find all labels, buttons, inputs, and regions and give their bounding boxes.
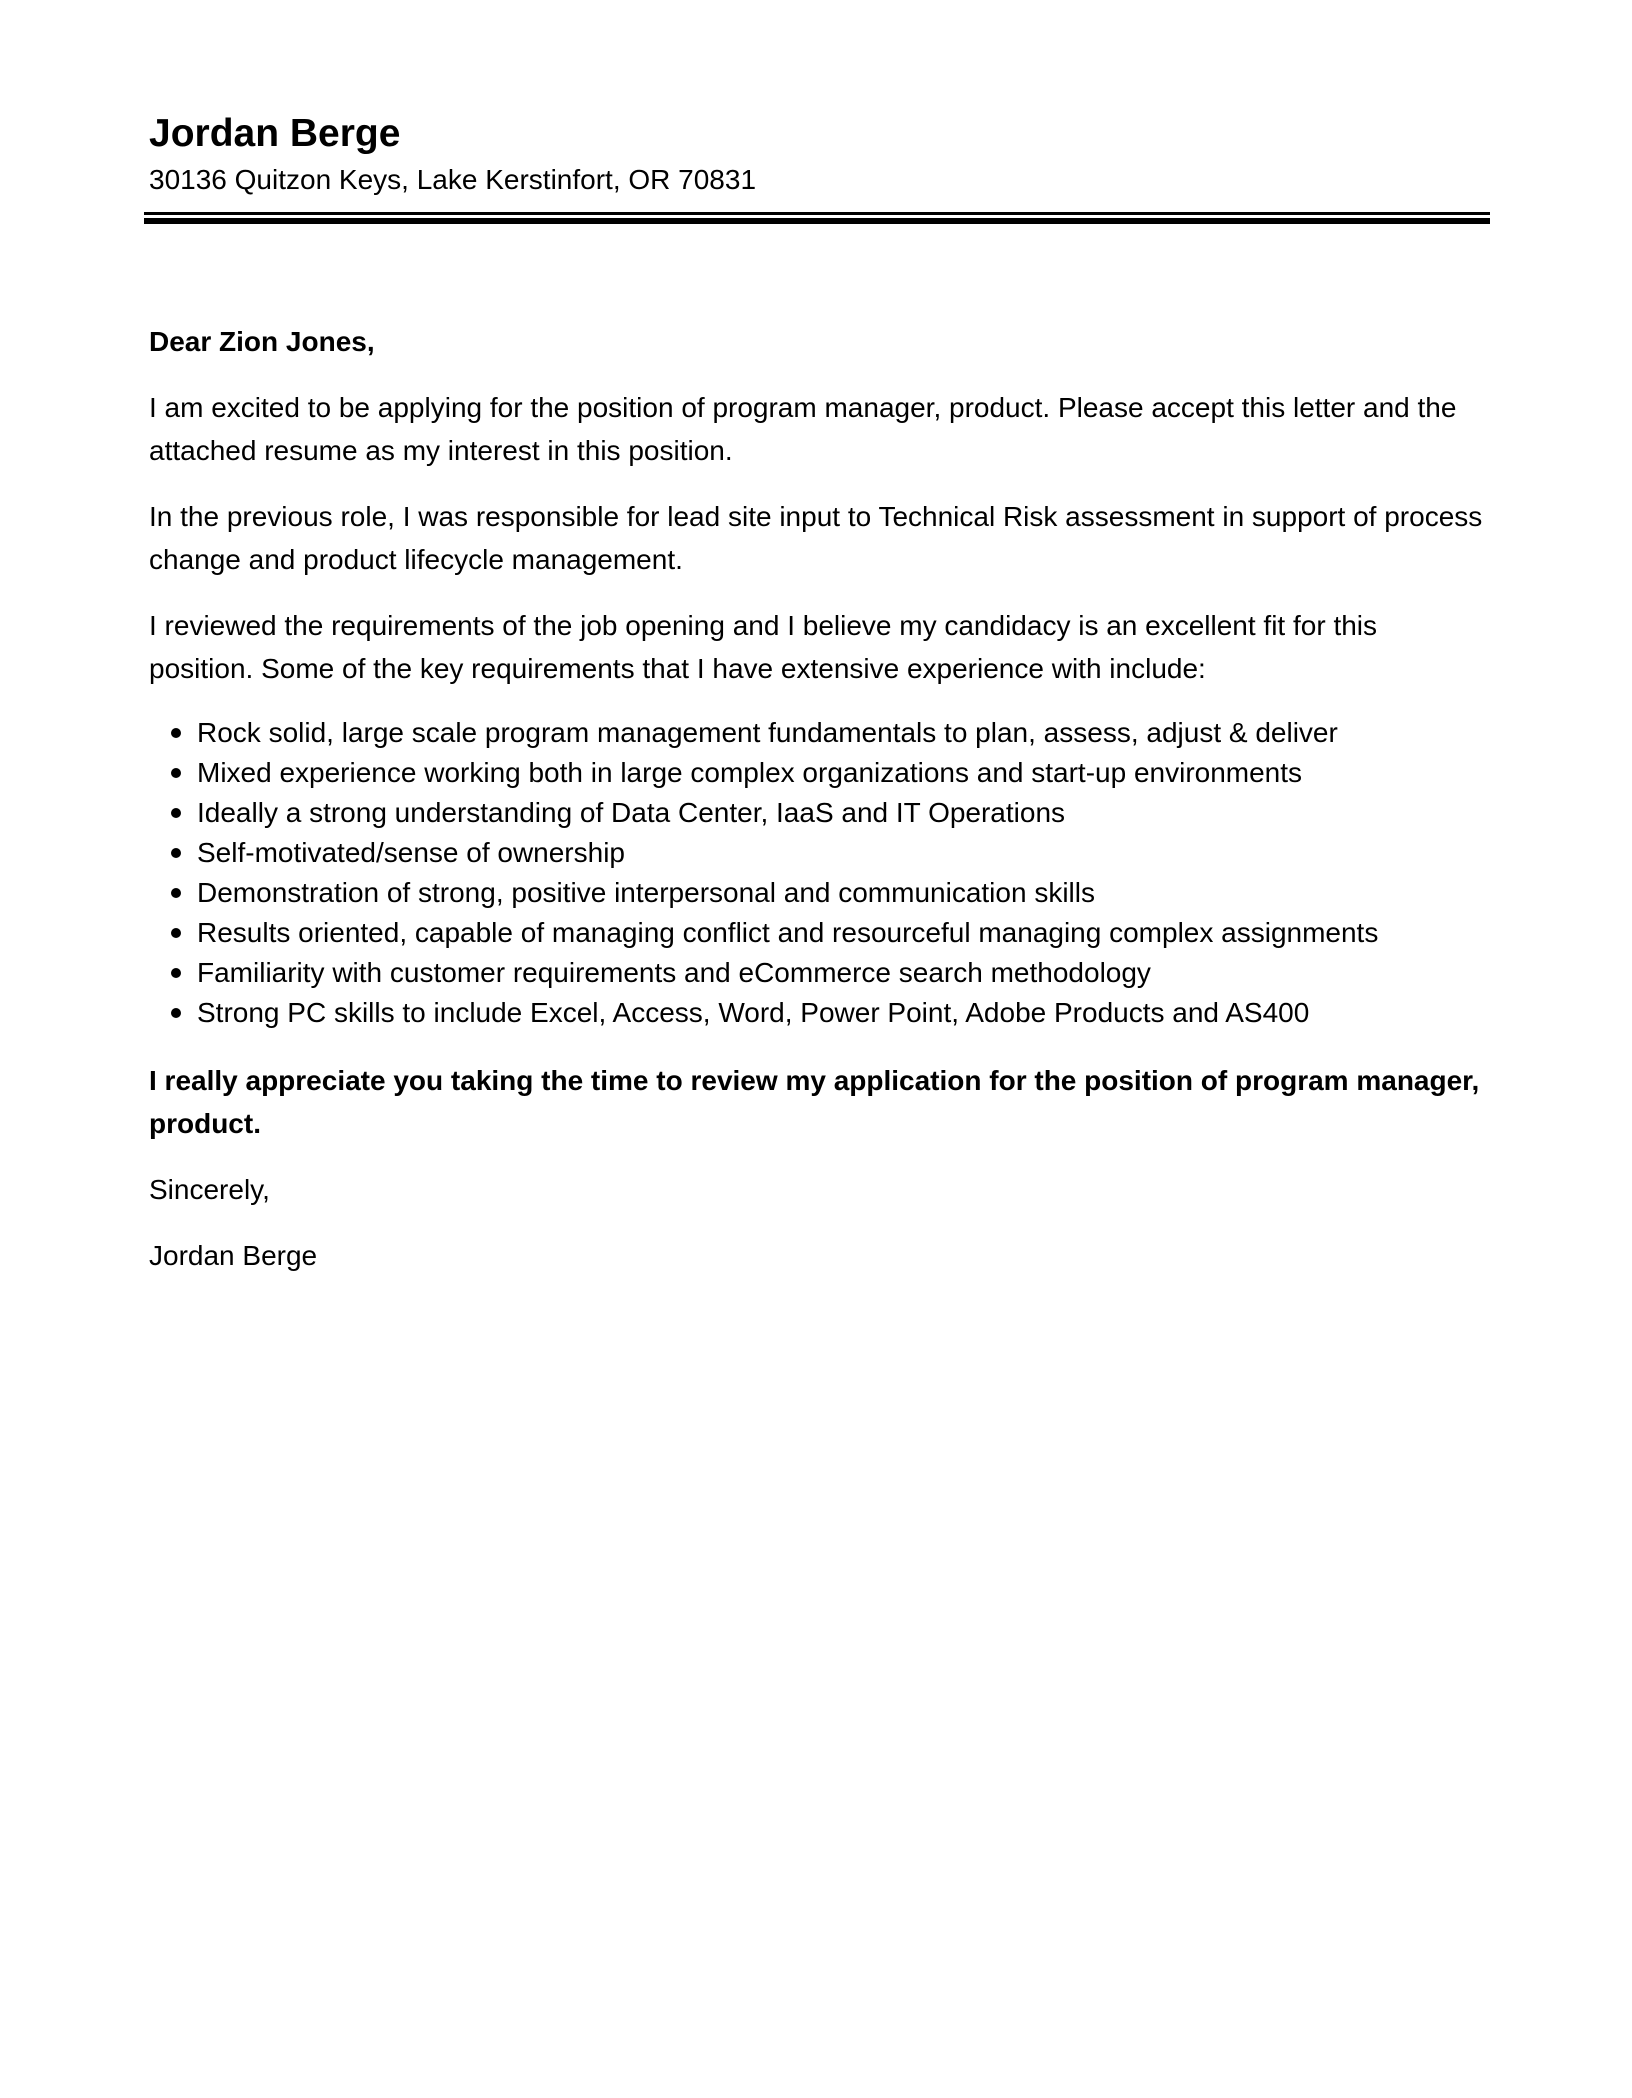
signature: Jordan Berge — [149, 1240, 318, 1271]
list-item-text: Mixed experience working both in large complex organizations and start-up environments — [197, 757, 1303, 788]
list-item — [149, 753, 1489, 793]
list-item-text: Rock solid, large scale program management fundamentals to plan, assess, adjust & deliver — [197, 717, 1338, 748]
divider-thick-line — [144, 218, 1490, 224]
salutation: Dear Zion Jones, — [149, 326, 375, 357]
sender-address: 30136 Quitzon Keys, Lake Kerstinfort, OR 70831 — [149, 164, 757, 195]
list-item — [149, 913, 1489, 953]
divider-thin-line — [144, 212, 1490, 215]
bullet-icon — [171, 808, 181, 818]
bullet-icon — [171, 928, 181, 938]
bullet-icon — [171, 768, 181, 778]
bullet-icon — [171, 848, 181, 858]
list-item — [149, 833, 1489, 873]
paragraph-requirements-intro: I reviewed the requirements of the job opening and I believe my candidacy is an excellent fit for this position. Some of the key requirements that I have extensive experience with include: — [149, 610, 1378, 684]
header-divider — [144, 212, 1490, 224]
bullet-icon — [171, 888, 181, 898]
paragraph-previous-role: In the previous role, I was responsible for lead site input to Technical Risk assessment in support of process change and product lifecycle management. — [149, 501, 1483, 575]
paragraph-intro: I am excited to be applying for the position of program manager, product. Please accept this letter and the attached resume as my interest in this position. — [149, 392, 1457, 466]
closing-paragraph: I really appreciate you taking the time to review my application for the position of program manager, product. — [149, 1065, 1480, 1139]
list-item-text: Self-motivated/sense of ownership — [197, 837, 625, 868]
list-item — [149, 713, 1489, 753]
list-item — [149, 993, 1489, 1033]
list-item-text: Strong PC skills to include Excel, Access, Word, Power Point, Adobe Products and AS400 — [197, 997, 1310, 1028]
list-item — [149, 873, 1489, 913]
list-item — [149, 793, 1489, 833]
requirements-list — [149, 713, 1489, 1033]
bullet-icon — [171, 728, 181, 738]
list-item — [149, 953, 1489, 993]
list-item-text: Familiarity with customer requirements and eCommerce search methodology — [197, 957, 1151, 988]
letter-header — [149, 108, 1489, 200]
bullet-icon — [171, 1008, 181, 1018]
list-item-text: Ideally a strong understanding of Data Center, IaaS and IT Operations — [197, 797, 1066, 828]
signoff: Sincerely, — [149, 1174, 270, 1205]
list-item-text: Results oriented, capable of managing conflict and resourceful managing complex assignments — [197, 917, 1379, 948]
letter-body — [149, 320, 1489, 1300]
list-item-text: Demonstration of strong, positive interpersonal and communication skills — [197, 877, 1095, 908]
bullet-icon — [171, 968, 181, 978]
sender-name: Jordan Berge — [149, 112, 401, 155]
